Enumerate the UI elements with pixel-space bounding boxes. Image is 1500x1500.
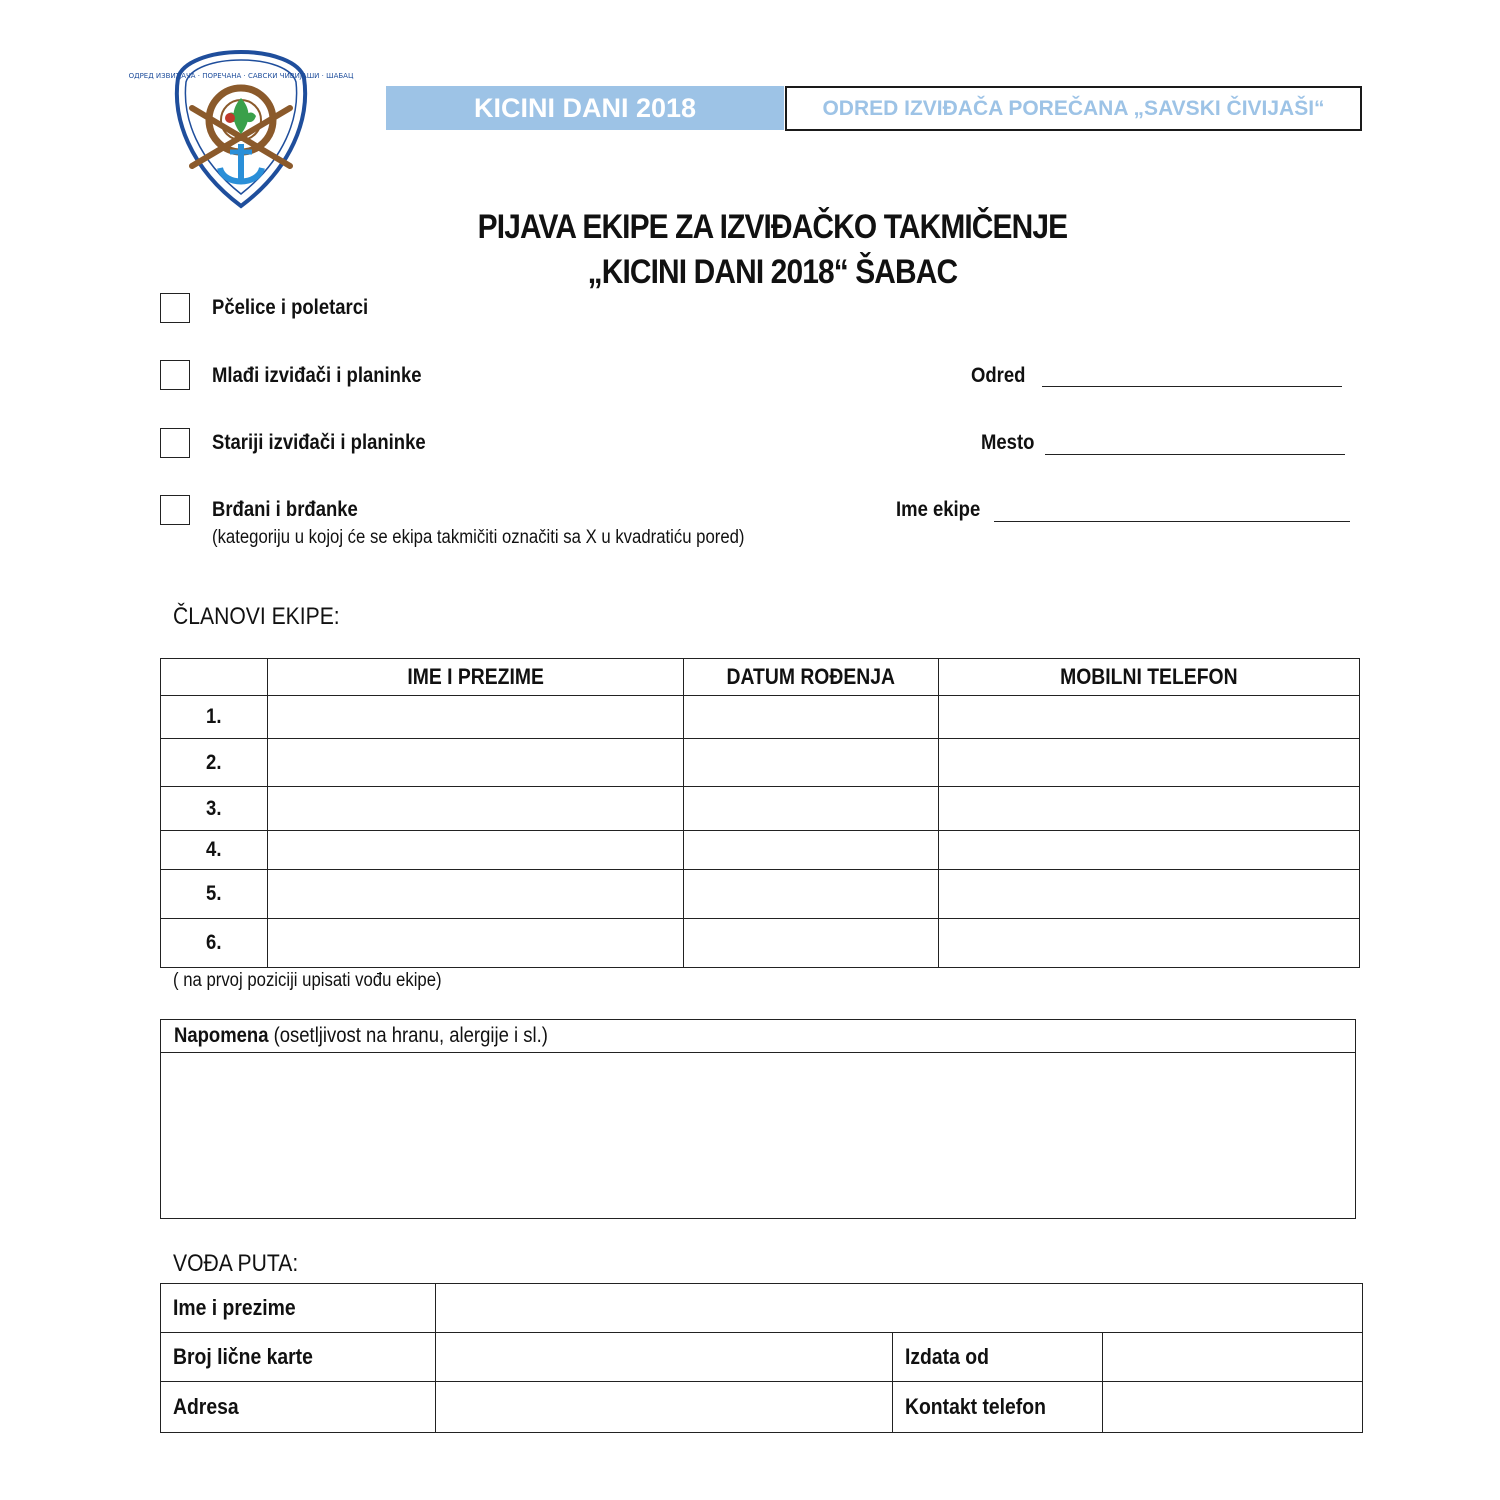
napomena-text-area[interactable] (161, 1053, 1355, 1217)
member-birthdate-cell[interactable] (684, 787, 939, 831)
member-name-cell[interactable] (268, 919, 684, 968)
organization-name: ODRED IZVIĐAČA POREČANA „SAVSKI ČIVIJAŠI“ (822, 96, 1325, 120)
table-row (161, 739, 1360, 787)
member-name-cell[interactable] (268, 787, 684, 831)
members-note: ( na prvoj poziciji upisati vođu ekipe) (173, 970, 442, 991)
napomena-box (160, 1019, 1356, 1219)
member-phone-cell[interactable] (939, 696, 1360, 739)
table-row (161, 696, 1360, 739)
member-name-cell[interactable] (268, 831, 684, 870)
members-header-birthdate: DATUM ROĐENJA (684, 659, 939, 696)
member-phone-cell[interactable] (939, 739, 1360, 787)
member-phone-cell[interactable] (939, 919, 1360, 968)
table-row (161, 919, 1360, 968)
member-phone-cell[interactable] (939, 787, 1360, 831)
leader-table (160, 1283, 1363, 1433)
odred-label: Odred (971, 364, 1026, 387)
leader-address-cell[interactable] (436, 1382, 893, 1433)
leader-id-cell[interactable] (436, 1333, 893, 1382)
row-number: 3. (161, 787, 268, 831)
member-phone-cell[interactable] (939, 870, 1360, 919)
leader-phone-label: Kontakt telefon (893, 1382, 1103, 1433)
category-checkbox-1[interactable] (160, 293, 190, 323)
member-birthdate-cell[interactable] (684, 831, 939, 870)
members-header-num (161, 659, 268, 696)
member-name-cell[interactable] (268, 696, 684, 739)
member-birthdate-cell[interactable] (684, 919, 939, 968)
category-label-2: Mlađi izviđači i planinke (212, 364, 422, 387)
category-label-4: Brđani i brđanke (212, 498, 358, 521)
row-number: 2. (161, 739, 268, 787)
category-checkbox-4[interactable] (160, 495, 190, 525)
mesto-label: Mesto (981, 431, 1035, 454)
members-header-row (161, 659, 1360, 696)
member-birthdate-cell[interactable] (684, 870, 939, 919)
ime-ekipe-label: Ime ekipe (896, 498, 981, 521)
member-name-cell[interactable] (268, 739, 684, 787)
category-checkbox-3[interactable] (160, 428, 190, 458)
napomena-hint: (osetljivost na hranu, alergije i sl.) (268, 1024, 548, 1047)
scout-emblem-logo (128, 48, 354, 210)
category-note: (kategoriju u kojoj će se ekipa takmičiti označiti sa X u kvadratiću pored) (212, 527, 745, 548)
row-number: 6. (161, 919, 268, 968)
form-title-line2: „KICINI DANI 2018“ ŠABAC (587, 253, 958, 291)
leader-issued-cell[interactable] (1103, 1333, 1363, 1382)
table-row (161, 787, 1360, 831)
members-table (160, 658, 1360, 968)
leader-row-address (161, 1382, 1363, 1433)
leader-name-cell[interactable] (436, 1284, 1363, 1333)
napomena-label: Napomena (174, 1024, 269, 1047)
category-checkbox-2[interactable] (160, 360, 190, 390)
members-section-title: ČLANOVI EKIPE: (173, 603, 340, 630)
odred-input-line[interactable] (1042, 386, 1342, 387)
category-label-3: Stariji izviđači i planinke (212, 431, 426, 454)
member-birthdate-cell[interactable] (684, 739, 939, 787)
leader-phone-cell[interactable] (1103, 1382, 1363, 1433)
logo-text: ОДРЕД ИЗВИЂАЧА · ПОРЕЧАНА · САВСКИ ЧИВИЈАШИ · ШАБАЦ (128, 72, 354, 80)
row-number: 1. (161, 696, 268, 739)
leader-issued-label: Izdata od (893, 1333, 1103, 1382)
mesto-input-line[interactable] (1045, 454, 1345, 455)
event-title: KICINI DANI 2018 (473, 92, 697, 123)
table-row (161, 870, 1360, 919)
leader-address-label: Adresa (161, 1382, 436, 1433)
form-title-line1: PIJAVA EKIPE ZA IZVIĐAČKO TAKMIČENJE (477, 208, 1068, 246)
member-phone-cell[interactable] (939, 831, 1360, 870)
organization-banner (785, 86, 1362, 131)
leader-row-id (161, 1333, 1363, 1382)
members-header-name: IME I PREZIME (268, 659, 684, 696)
member-birthdate-cell[interactable] (684, 696, 939, 739)
leader-id-label: Broj lične karte (161, 1333, 436, 1382)
table-row (161, 831, 1360, 870)
leader-row-name (161, 1284, 1363, 1333)
members-header-phone: MOBILNI TELEFON (939, 659, 1360, 696)
member-name-cell[interactable] (268, 870, 684, 919)
category-label-1: Pčelice i poletarci (212, 296, 369, 319)
leader-section-title: VOĐA PUTA: (173, 1250, 299, 1277)
row-number: 4. (161, 831, 268, 870)
row-number: 5. (161, 870, 268, 919)
event-banner (386, 86, 784, 130)
leader-name-label: Ime i prezime (161, 1284, 436, 1333)
ime-ekipe-input-line[interactable] (994, 521, 1350, 522)
napomena-header (161, 1020, 1355, 1053)
